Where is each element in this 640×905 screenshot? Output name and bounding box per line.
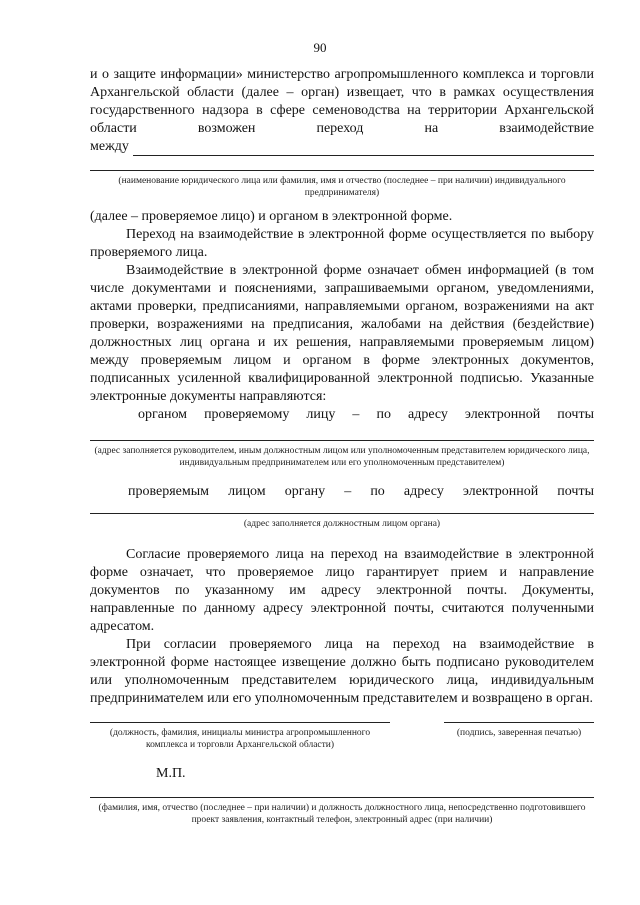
paragraph-intro: и о защите информации» министерство агропромышленного комплекса и торговли Архангельской области (далее – орган) извещает, что в рамках осуществления государственного надзора в сфере семеноводства на территории Архангельской области возможен переход на взаимодействие bbox=[90, 67, 594, 136]
organ-email-field[interactable] bbox=[90, 513, 594, 514]
caption-organ-email: (адрес заполняется должностным лицом органа) bbox=[243, 519, 441, 529]
caption-entity-name: (наименование юридического лица или фамилия, имя и отчество (последнее – при наличии) индивидуального предпринимателя) bbox=[118, 176, 566, 198]
entity-name-rule bbox=[90, 170, 594, 171]
page-number: 90 bbox=[313, 40, 327, 55]
paragraph-consent: Согласие проверяемого лица на переход на взаимодействие в электронной форме означает, что проверяемое лицо гарантирует прием и направление документов по указанному им адресу электронной почты. Документы, направленные по данному адресу электронной почты, считаются полученными адресатом. bbox=[90, 547, 594, 634]
paragraph-organ-to-person: органом проверяемому лицу – по адресу электронной почты bbox=[138, 407, 594, 422]
between-line bbox=[90, 138, 594, 156]
paragraph-transition: Переход на взаимодействие в электронной форме осуществляется по выбору проверяемого лица. bbox=[90, 227, 594, 260]
person-email-field[interactable] bbox=[90, 440, 594, 441]
signature-block bbox=[444, 722, 594, 751]
document-body bbox=[90, 66, 594, 826]
minister-field[interactable] bbox=[90, 722, 390, 723]
preparer-field[interactable] bbox=[90, 797, 594, 798]
signature-field[interactable] bbox=[444, 722, 594, 723]
minister-block bbox=[90, 722, 390, 751]
caption-preparer: (фамилия, имя, отчество (последнее – при наличии) и должность должностного лица, непосредственно подготовившего проект заявления, контактный телефон, электронный адрес (при наличии) bbox=[98, 803, 586, 825]
caption-signature: (подпись, заверенная печатью) bbox=[456, 728, 582, 738]
stamp-mark: М.П. bbox=[156, 766, 186, 781]
caption-person-email: (адрес заполняется руководителем, иным должностным лицом или уполномоченным представителем юридического лица, индивидуальным предпринимателем или его уполномоченным представителем) bbox=[94, 446, 590, 468]
signature-row bbox=[90, 722, 594, 751]
paragraph-person-to-organ: проверяемым лицом органу – по адресу электронной почты bbox=[128, 484, 594, 499]
caption-minister: (должность, фамилия, инициалы министра агропромышленного комплекса и торговли Архангельской области) bbox=[109, 728, 371, 750]
entity-name-field[interactable] bbox=[133, 142, 594, 156]
between-label: между bbox=[90, 139, 129, 154]
paragraph-signing: При согласии проверяемого лица на переход на взаимодействие в электронной форме настоящее извещение должно быть подписано руководителем или уполномоченным представителем юридического лица, индивидуальным предпринимателем или его уполномоченным представителем и возвращено в орган. bbox=[90, 637, 594, 706]
paragraph-interaction: Взаимодействие в электронной форме означает обмен информацией (в том числе документами и пояснениями, запрашиваемыми органом, уведомлениями, актами проверки, предписаниями, направляемыми органом, возражениями на акт проверки, возражениями на предписания, жалобами на действия (бездействие) должностных лиц органа и их решения, направляемыми проверяемым лицом) между проверяемым лицом и органом в форме электронных документов, подписанных усиленной квалифицированной электронной подписью. Указанные электронные документы направляются: bbox=[90, 263, 594, 404]
paragraph-verified-person: (далее – проверяемое лицо) и органом в электронной форме. bbox=[90, 209, 453, 224]
